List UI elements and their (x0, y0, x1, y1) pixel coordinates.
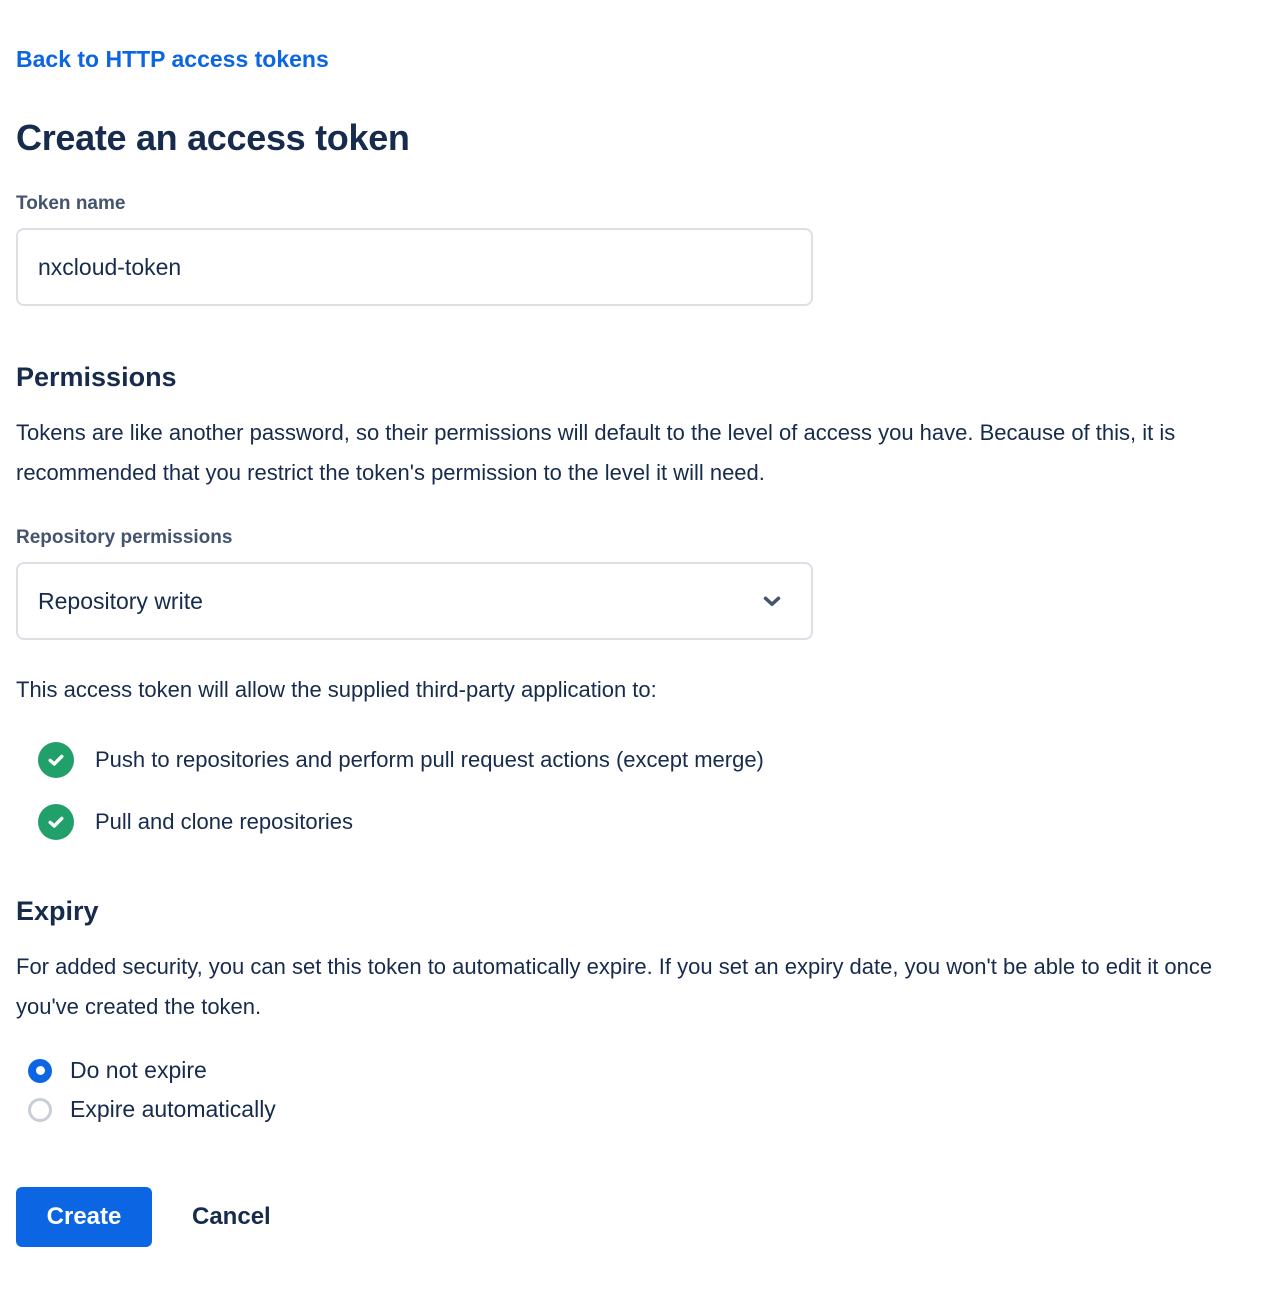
allow-intro-text: This access token will allow the supplied third-party application to: (16, 677, 657, 702)
radio-option-expire-automatically[interactable] (16, 1090, 276, 1129)
expiry-options (16, 1051, 1226, 1129)
radio-label: Expire automatically (70, 1096, 276, 1122)
repository-permissions-select[interactable] (16, 562, 813, 640)
page-title: Create an access token (16, 117, 410, 158)
back-to-http-access-tokens-link[interactable]: Back to HTTP access tokens (16, 46, 329, 72)
capability-text: Push to repositories and perform pull request actions (except merge) (95, 747, 764, 772)
chevron-down-icon (759, 588, 785, 614)
capability-item-pull (38, 804, 1226, 840)
radio-option-do-not-expire[interactable] (16, 1051, 207, 1090)
form-actions (16, 1187, 1226, 1247)
create-button[interactable]: Create (16, 1187, 152, 1247)
expiry-heading: Expiry (16, 896, 99, 926)
cancel-button[interactable]: Cancel (192, 1203, 271, 1230)
permissions-description: Tokens are like another password, so their permissions will default to the level of access you have. Because of this, it is recommended that you restrict the token's permission to the level it will need. (16, 420, 1176, 485)
repository-permissions-selected-value: Repository write (38, 587, 203, 614)
permissions-heading: Permissions (16, 362, 177, 392)
radio-selected-icon (28, 1059, 52, 1083)
check-circle-icon (38, 804, 74, 840)
capability-text: Pull and clone repositories (95, 809, 354, 834)
expiry-description: For added security, you can set this token to automatically expire. If you set an expiry date, you won't be able to edit it once you've created the token. (16, 954, 1213, 1019)
capability-list (16, 742, 1226, 840)
radio-unselected-icon (28, 1098, 52, 1122)
radio-label: Do not expire (70, 1057, 207, 1083)
token-name-label: Token name (16, 193, 126, 214)
capability-item-push (38, 742, 1226, 778)
repository-permissions-label: Repository permissions (16, 527, 233, 548)
token-name-input[interactable] (16, 228, 813, 306)
check-circle-icon (38, 742, 74, 778)
